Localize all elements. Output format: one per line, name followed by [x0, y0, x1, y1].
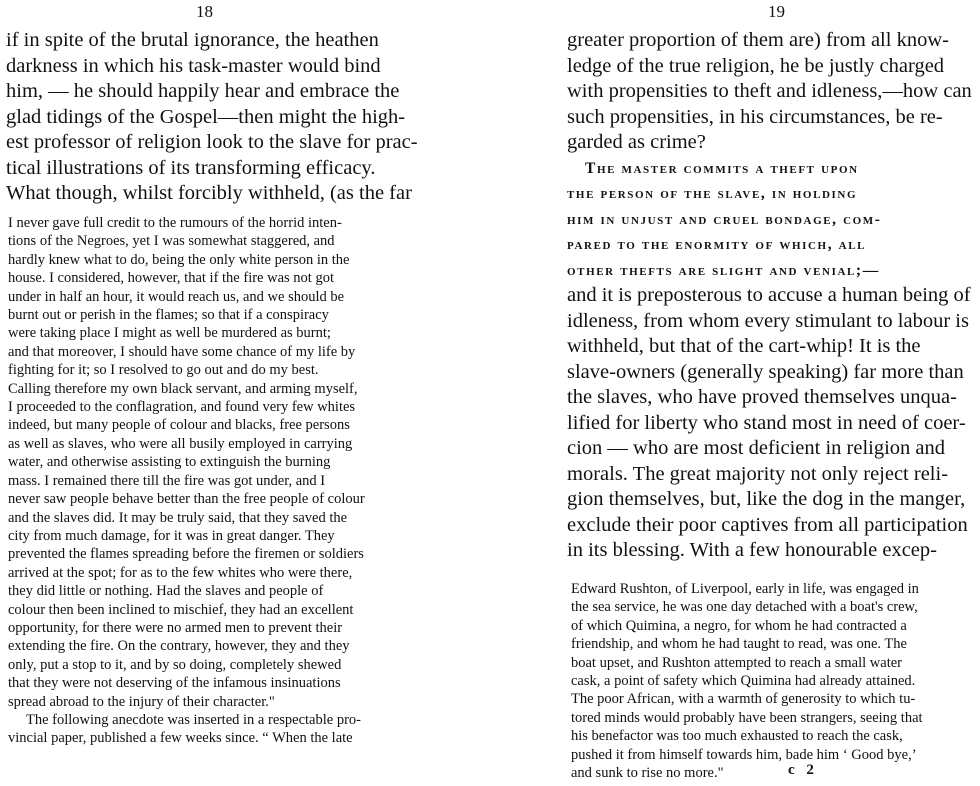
footnote-line: that they were not deserving of the infamous insinuations [8, 675, 341, 692]
text-line: darkness in which his task-master would bind [6, 54, 381, 77]
text-line: est professor of religion look to the slave for prac- [6, 131, 418, 153]
footnote-line: they did little or nothing. Had the slaves and people of [8, 583, 324, 600]
emphasis-line: other thefts are slight and venial;— [567, 261, 880, 279]
text-line: withheld, but that of the cart-whip! It is the [567, 335, 921, 357]
footnote-line: prevented the flames spreading before the firemen or soldiers [8, 546, 364, 563]
footnote-line: his benefactor was too much exhausted to reach the cask, [571, 728, 903, 745]
footnote-line: tored minds would probably have been strangers, seeing that [571, 709, 923, 726]
footnote-line: vincial paper, published a few weeks since. “ When the late [8, 730, 353, 747]
text-line: glad tidings of the Gospel—then might the high- [6, 105, 406, 128]
text-line: exclude their poor captives from all participation [567, 513, 968, 536]
footnote-line: colour then been inclined to mischief, they had an excellent [8, 601, 354, 618]
footnote-line: house. I considered, however, that if the fire was not got [8, 270, 334, 287]
footnote-line: extending the fire. On the contrary, however, they and they [8, 638, 350, 655]
footnote-line: never saw people behave better than the free people of colour [8, 491, 365, 508]
text-line: What though, whilst forcibly withheld, (as the far [6, 182, 412, 204]
footnote-line: water, and otherwise assisting to extinguish the burning [8, 454, 331, 471]
footnote-line: fighting for it; so I resolved to go out and do my best. [8, 362, 319, 379]
footnote-line: and the slaves did. It may be truly said, that they saved the [8, 509, 348, 526]
footnote-line: The following anecdote was inserted in a respectable pro- [26, 711, 361, 728]
footnote-line: burnt out or perish in the flames; so that if a conspiracy [8, 307, 329, 324]
footnote-line: opportunity, for there were no armed men to prevent their [8, 619, 343, 636]
text-line: garded as crime? [567, 131, 706, 153]
text-line: and it is preposterous to accuse a human being of [567, 284, 971, 306]
footnote-line: spread abroad to the injury of their character." [8, 693, 275, 710]
footnote-line: of which Quimina, a negro, for whom he had contracted a [571, 617, 907, 634]
text-line: with propensities to theft and idleness,—how can [567, 80, 972, 102]
footnote-line: and that moreover, I should have some chance of my life by [8, 343, 356, 360]
text-line: such propensities, in his circumstances, be re- [567, 105, 943, 128]
text-line: him, — he should happily hear and embrace the [6, 80, 400, 102]
footnote-line: hardly knew what to do, being the only white person in the [8, 251, 350, 268]
text-line: ledge of the true religion, he be justly charged [567, 54, 945, 77]
footnote-line: I proceeded to the conflagration, and found very few whites [8, 399, 356, 416]
footnote-line: only, put a stop to it, and by so doing, completely shewed [8, 656, 342, 673]
text-line: in its blessing. With a few honourable excep- [567, 539, 937, 561]
main-text [6, 28, 421, 207]
right-page [540, 0, 980, 786]
emphasis-line: The master commits a theft upon [585, 159, 859, 177]
emphasis-line: the person of the slave, in holding [567, 185, 858, 202]
footnote-line: The poor African, with a warmth of generosity to which tu- [571, 691, 916, 708]
footnote-line: pushed it from himself towards him, bade him ‘ Good bye,’ [571, 746, 917, 763]
text-line: gion themselves, but, like the dog in the manger, [567, 488, 966, 510]
footnote-line: friendship, and whom he had taught to read, was one. The [571, 636, 907, 653]
emphasis-line: pared to the enormity of which, all [567, 236, 867, 253]
footnote [571, 580, 977, 782]
footnote-line: were taking place I might as well be murdered as burnt; [8, 325, 331, 342]
footnote-line: indeed, but many people of colour and blacks, free persons [8, 417, 350, 434]
text-line: greater proportion of them are) from all know- [567, 29, 949, 51]
text-line: if in spite of the brutal ignorance, the heathen [6, 29, 379, 51]
emphasis-line: him in unjust and cruel bondage, com- [567, 210, 882, 228]
footnote-line: tions of the Negroes, yet I was somewhat staggered, and [8, 233, 335, 250]
page-number: 18 [196, 2, 213, 21]
text-line: the slaves, who have proved themselves unqua- [567, 386, 957, 408]
text-line: tical illustrations of its transforming efficacy. [6, 156, 376, 179]
page-number: 19 [768, 2, 785, 21]
signature-mark: c 2 [788, 762, 818, 778]
footnote-line: boat upset, and Rushton attempted to reach a small water [571, 654, 902, 671]
text-line: idleness, from whom every stimulant to labour is [567, 309, 969, 332]
text-line: slave-owners (generally speaking) far more than [567, 360, 964, 383]
footnote-line: the sea service, he was one day detached with a boat's crew, [571, 599, 918, 616]
footnote-line: cask, a point of safety which Quimina had already attained. [571, 673, 916, 690]
footnote-line: under in half an hour, it would reach us, and we should be [8, 288, 345, 305]
footnote-line: arrived at the spot; for as to the few whites who were there, [8, 564, 353, 581]
footnote-line: as well as slaves, who were all busily employed in carrying [8, 435, 353, 452]
text-line: morals. The great majority not only reject reli- [567, 462, 949, 485]
text-line: cion — who are most deficient in religion and [567, 437, 946, 459]
text-line: lified for liberty who stand most in need of coer- [567, 411, 966, 434]
footnote-line: city from much damage, for it was in great danger. They [8, 527, 335, 544]
footnote-line: Edward Rushton, of Liverpool, early in life, was engaged in [571, 581, 919, 597]
footnote-line: and sunk to rise no more." [571, 765, 724, 782]
footnote-line: Calling therefore my own black servant, and arming myself, [8, 380, 358, 397]
footnote-line: mass. I remained there till the fire was got under, and I [8, 472, 326, 489]
footnote [8, 214, 433, 748]
footnote-line: I never gave full credit to the rumours of the horrid inten- [8, 215, 342, 231]
main-text [567, 28, 977, 564]
left-page [0, 0, 470, 786]
